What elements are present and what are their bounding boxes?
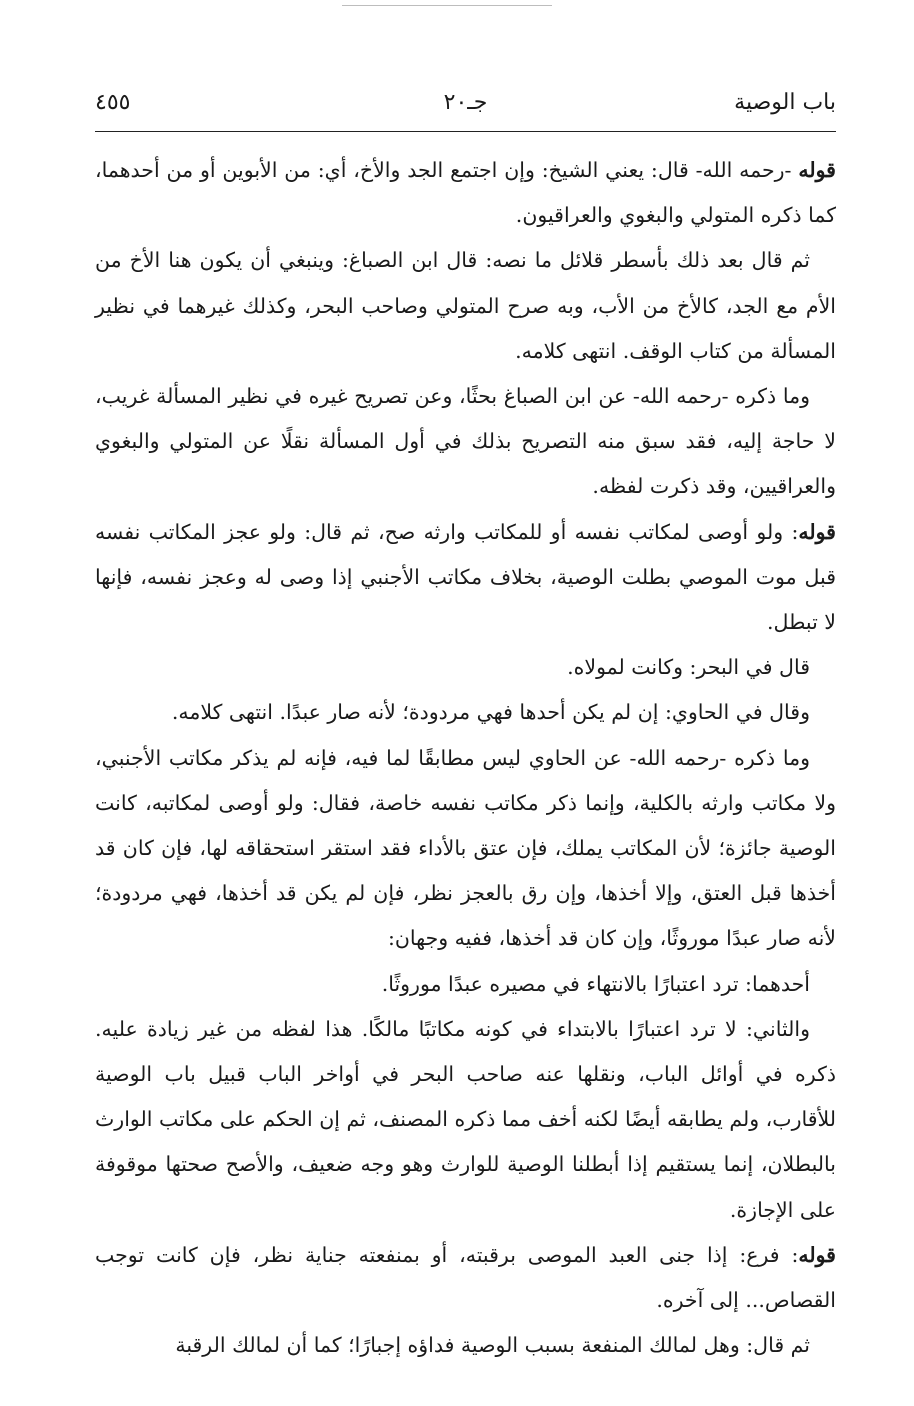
paragraph-text: ثم قال بعد ذلك بأسطر قلائل ما نصه: قال ابن الصباغ: وينبغي أن يكون هنا الأخ من الأم مع الجد، كالأخ من الأب، وبه صرح المتولي وصاحب البحر، وكذلك غيرهما في نظير المسألة من كتاب الوقف. انتهى كلامه. <box>95 248 836 363</box>
paragraph-lead: قوله <box>798 519 836 544</box>
paragraph-lead: قوله <box>798 1242 836 1267</box>
paragraph-text: وقال في الحاوي: إن لم يكن أحدها فهي مردودة؛ لأنه صار عبدًا. انتهى كلامه. <box>171 700 810 725</box>
paragraph-lead: قوله <box>798 158 836 182</box>
paragraph-text: أحدهما: ترد اعتبارًا بالانتهاء في مصيره عبدًا موروثًا. <box>381 971 810 996</box>
paragraph-text: : فرع: إذا جنى العبد الموصى برقبته، أو بمنفعته جناية نظر، فإن كانت توجب القصاص... إلى آخره. <box>95 1242 836 1313</box>
paragraph <box>95 1007 836 1233</box>
paragraph-text: -رحمه الله- قال: يعني الشيخ: وإن اجتمع الجد والأخ، أي: من الأبوين أو من أحدهما، كما ذكره المتولي والبغوي والعراقيون. <box>95 158 836 228</box>
paragraph-text: ثم قال: وهل لمالك المنفعة بسبب الوصية فداؤه إجبارًا؛ كما أن لمالك الرقبة <box>175 1333 810 1358</box>
volume-number: جـ٢٠ <box>443 90 488 115</box>
page-header <box>95 88 836 122</box>
paragraph-text: وما ذكره -رحمه الله- عن الحاوي ليس مطابقًا لما فيه، فإنه لم يذكر مكاتب الأجنبي، ولا مكاتب وارثه بالكلية، وإنما ذكر مكاتب نفسه خاصة، فقال: ولو أوصى لمكاتبه، كانت الوصية جائزة؛ لأن المكاتب يملك، فإن عتق بالأداء فقد استقر استحقاقه لها، فإن كان قد أخذها قبل العتق، وإلا أخذها، وإن رق بالعجز نظر، فإن لم يكن قد أخذها، فهي مردودة؛ لأنه صار عبدًا موروثًا، وإن كان قد أخذها، ففيه وجهان: <box>95 745 836 951</box>
paragraph-text: والثاني: لا ترد اعتبارًا بالابتداء في كونه مكاتبًا مالكًا. هذا لفظه من غير زيادة عليه. ذكره في أوائل الباب، ونقلها عنه صاحب البحر في أواخر الباب قبيل باب الوصية للأقارب، ولم يطابقه أيضًا لكنه أخف مما ذكره المصنف، ثم إن الحكم على مكاتب الوارث بالبطلان، إنما يستقيم إذا أبطلنا الوصية للوارث وهو وجه ضعيف، والأصح صحتها موقوفة على الإجازة. <box>95 1016 836 1222</box>
top-divider <box>342 5 552 6</box>
page-number: ٤٥٥ <box>95 90 131 115</box>
paragraph <box>95 238 836 374</box>
paragraph <box>95 690 836 735</box>
paragraph <box>95 645 836 690</box>
paragraph <box>95 962 836 1007</box>
paragraph <box>95 148 836 238</box>
paragraph <box>95 510 836 646</box>
paragraph <box>95 1323 836 1368</box>
paragraph <box>95 736 836 962</box>
main-text <box>95 148 836 1368</box>
header-divider <box>95 131 836 132</box>
paragraph <box>95 374 836 510</box>
paragraph-text: وما ذكره -رحمه الله- عن ابن الصباغ بحثًا، وعن تصريح غيره في نظير المسألة غريب، لا حاجة إليه، فقد سبق منه التصريح بذلك في أول المسألة نقلًا عن المتولي والبغوي والعراقيين، وقد ذكرت لفظه. <box>95 384 836 499</box>
paragraph <box>95 1233 836 1323</box>
paragraph-text: قال في البحر: وكانت لمولاه. <box>567 655 810 680</box>
running-title: باب الوصية <box>734 90 836 115</box>
paragraph-text: : ولو أوصى لمكاتب نفسه أو للمكاتب وارثه صح، ثم قال: ولو عجز المكاتب نفسه قبل موت الموصي بطلت الوصية، بخلاف مكاتب الأجنبي إذا وصى له وعجز نفسه، فإنها لا تبطل. <box>95 519 836 635</box>
